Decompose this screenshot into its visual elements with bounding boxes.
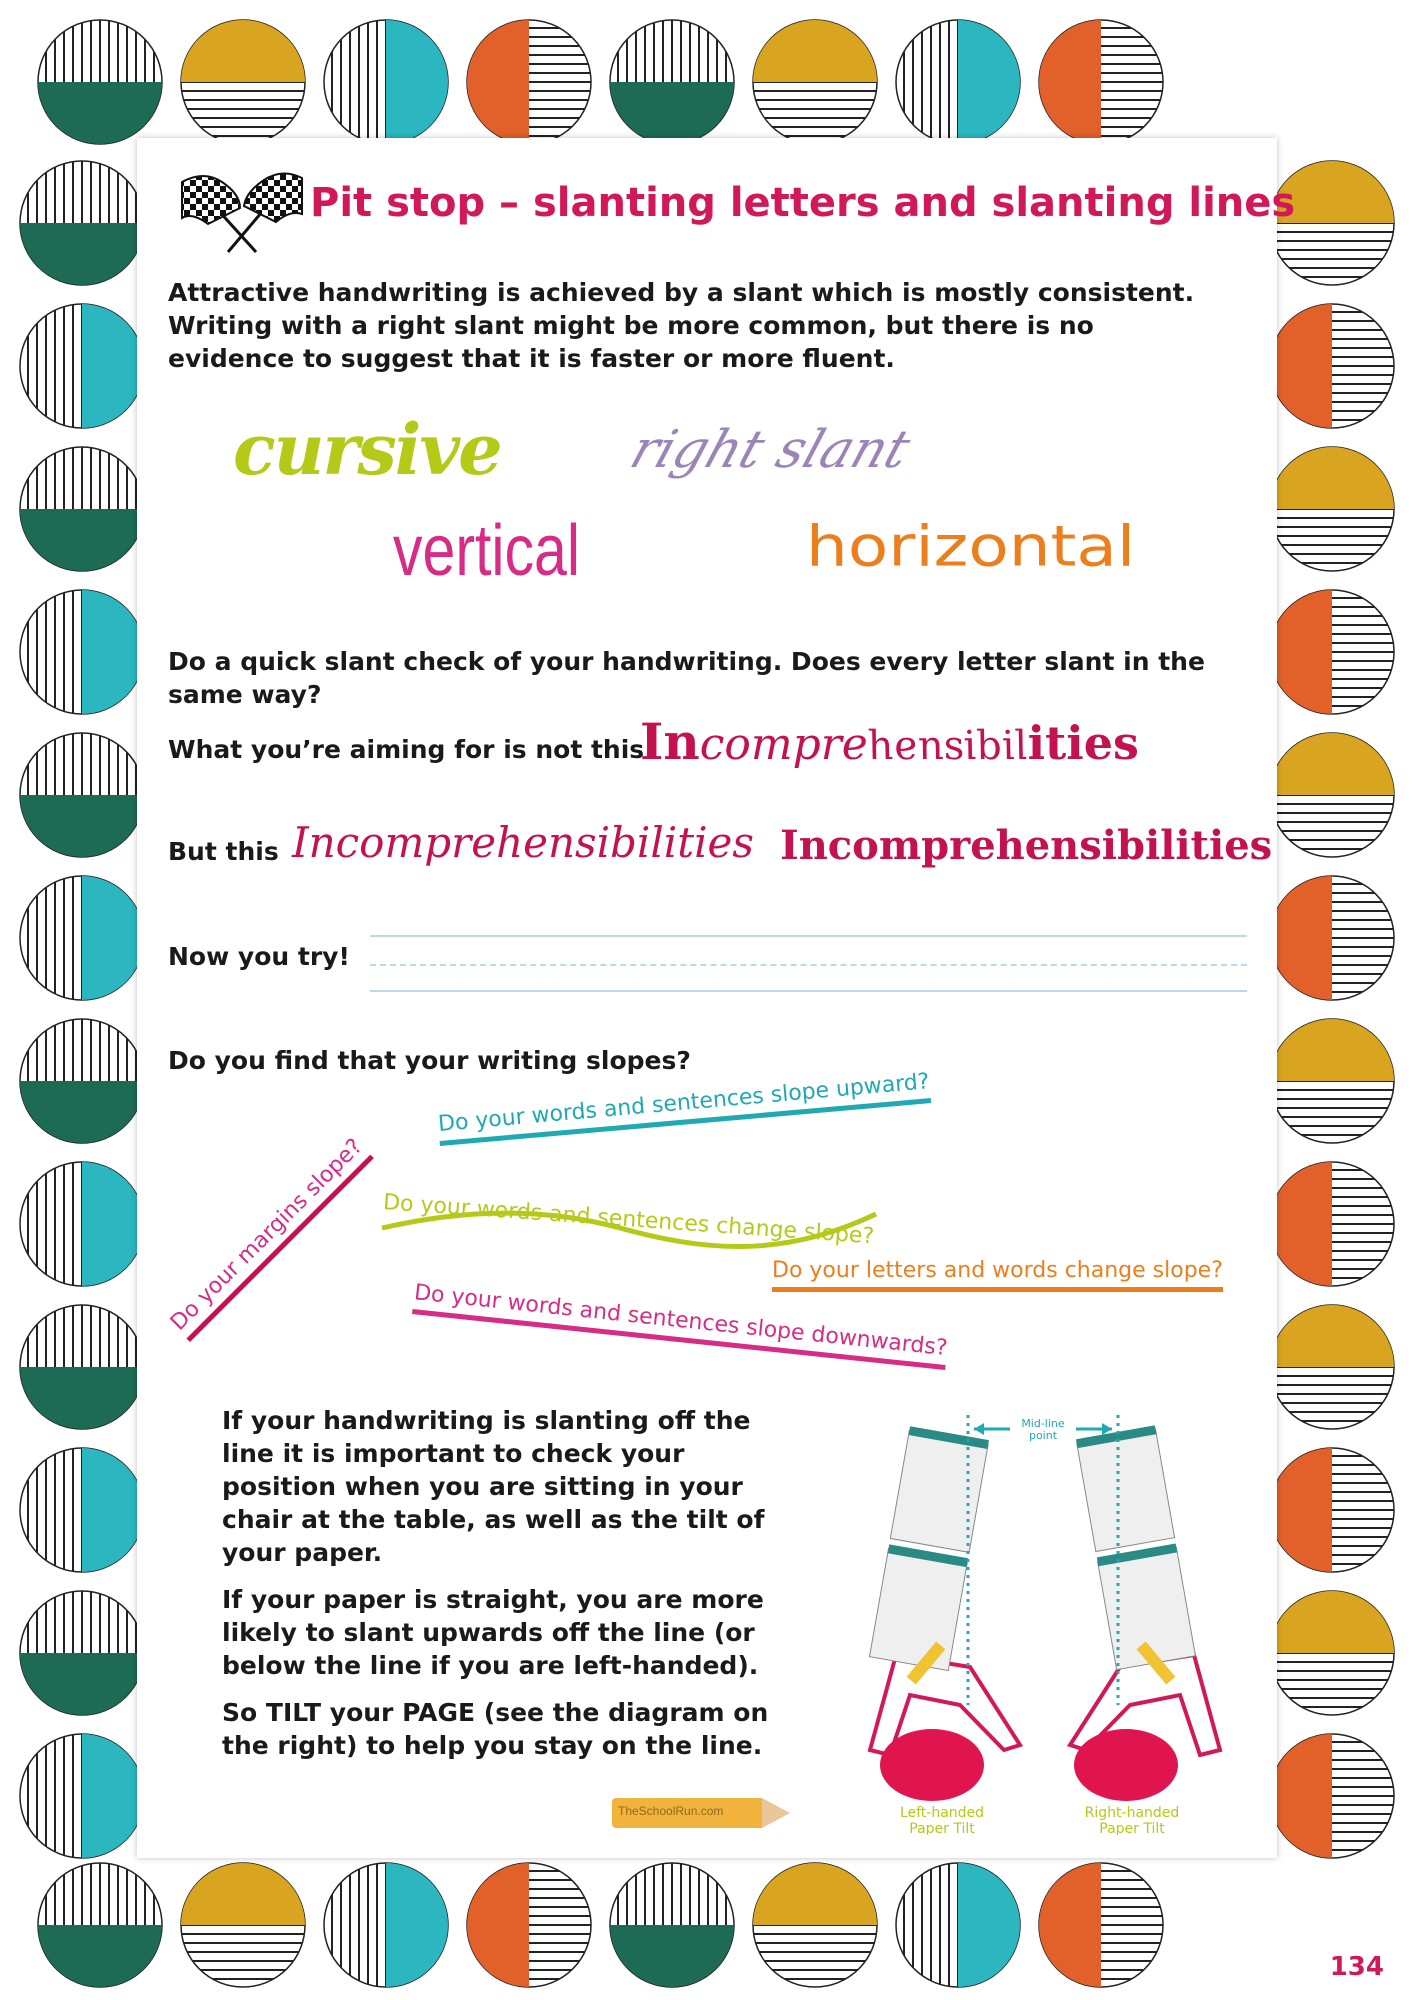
- decorative-circle: [20, 1305, 144, 1429]
- right-handed-label: Paper Tilt: [1099, 1821, 1165, 1835]
- decorative-circle: [1039, 1863, 1163, 1987]
- decorative-circle: [610, 20, 734, 144]
- decorative-circle: [1039, 20, 1163, 144]
- checkered-flags-icon: [178, 168, 306, 256]
- decorative-circle: [20, 876, 144, 1000]
- slope-letters-prompt: Do your letters and words change slope?: [772, 1258, 1223, 1292]
- try-label: Now you try!: [168, 942, 350, 971]
- bad-example: [640, 712, 1139, 771]
- slopes-question: Do you find that your writing slopes?: [168, 1046, 691, 1075]
- midline-label: point: [1028, 1429, 1058, 1442]
- decorative-circle: [1270, 1019, 1394, 1143]
- midline-label: Mid-line: [1021, 1417, 1065, 1430]
- answer-line-mid: [370, 964, 1247, 966]
- paper-tilt-diagram: [850, 1405, 1240, 1835]
- decorative-circle: [1270, 304, 1394, 428]
- bad-example-part: hensibil: [862, 723, 1033, 769]
- decorative-circle: [753, 1863, 877, 1987]
- decorative-circle: [38, 1863, 162, 1987]
- slant-check-text: Do a quick slant check of your handwriting. Does every letter slant in the same way?: [168, 647, 1205, 709]
- decorative-circle: [20, 590, 144, 714]
- logo-text: TheSchoolRun.com: [618, 1804, 724, 1818]
- decorative-circle: [896, 1863, 1020, 1987]
- decorative-circle: [20, 733, 144, 857]
- decorative-circle: [38, 20, 162, 144]
- left-handed-label: Paper Tilt: [909, 1821, 975, 1835]
- answer-line-base: [370, 990, 1247, 992]
- decorative-circle: [181, 20, 305, 144]
- decorative-circle: [324, 20, 448, 144]
- decorative-circle: [1270, 1448, 1394, 1572]
- decorative-circle: [20, 1734, 144, 1858]
- decorative-circle: [20, 1591, 144, 1715]
- decorative-circle: [1270, 1162, 1394, 1286]
- word-vertical: vertical: [393, 511, 581, 591]
- decorative-circle: [467, 20, 591, 144]
- decorative-circle: [20, 1019, 144, 1143]
- bad-example-part: compre: [699, 719, 868, 770]
- decorative-circle: [1270, 1734, 1394, 1858]
- decorative-circle: [1270, 447, 1394, 571]
- advice-paragraph: If your handwriting is slanting off the line it is important to check your position when you are sitting in your chair at the table, as well as the tilt of your paper.: [222, 1406, 765, 1567]
- decorative-circle: [1270, 733, 1394, 857]
- decorative-circle: [753, 20, 877, 144]
- decorative-circle: [467, 1863, 591, 1987]
- slope-margins-prompt: Do your margins slope?: [166, 1134, 374, 1342]
- good-example-upright: Incomprehensibilities: [780, 822, 1273, 869]
- decorative-circle: [324, 1863, 448, 1987]
- decorative-circle: [1270, 590, 1394, 714]
- decorative-circle: [20, 447, 144, 571]
- answer-line-top: [370, 935, 1247, 937]
- decorative-circle: [20, 1448, 144, 1572]
- good-example-slanted: Incomprehensibilities: [292, 818, 754, 867]
- decorative-circle: [610, 1863, 734, 1987]
- decorative-circle: [20, 304, 144, 428]
- slope-downwards-prompt: Do your words and sentences slope downwards?: [412, 1280, 949, 1370]
- wavy-underline: [380, 1200, 880, 1260]
- but-label: But this: [168, 837, 279, 866]
- word-horizontal: horizontal: [806, 513, 1136, 580]
- bad-example-part: ities: [1027, 716, 1139, 770]
- decorative-circle: [1270, 876, 1394, 1000]
- decorative-circle: [20, 161, 144, 285]
- page-number: 134: [1329, 1952, 1384, 1982]
- decorative-circle: [20, 1162, 144, 1286]
- slope-upward-prompt: Do your words and sentences slope upward?: [437, 1069, 931, 1146]
- advice-paragraph: If your paper is straight, you are more likely to slant upwards off the line (or below the line if you are left-handed).: [222, 1585, 764, 1680]
- decorative-circle: [896, 20, 1020, 144]
- bad-example-part: In: [640, 712, 700, 771]
- decorative-circle: [1270, 1591, 1394, 1715]
- advice-list: [222, 1404, 802, 1762]
- right-handed-label: Right-handed: [1084, 1805, 1180, 1821]
- left-handed-label: Left-handed: [899, 1805, 985, 1821]
- page-title: Pit stop – slanting letters and slanting lines: [310, 180, 1296, 226]
- decorative-circle: [181, 1863, 305, 1987]
- left-handed-tilt-figure: [869, 1426, 1020, 1801]
- decorative-circle: [1270, 1305, 1394, 1429]
- right-handed-tilt-figure: [1070, 1425, 1220, 1801]
- slope-change-prompt: Do your words and sentences change slope?: [382, 1190, 875, 1250]
- intro-text: Attractive handwriting is achieved by a slant which is mostly consistent. Writing with a right slant might be more common, but there is no evidence to suggest that it is faster or more fluent.: [168, 278, 1195, 373]
- schoolrun-logo: [612, 1798, 792, 1828]
- word-cursive: cursive: [233, 408, 501, 491]
- aiming-label: What you’re aiming for is not this: [168, 735, 645, 764]
- word-right-slant: right slant: [623, 420, 918, 480]
- advice-paragraph: So TILT your PAGE (see the diagram on the right) to help you stay on the line.: [222, 1698, 769, 1760]
